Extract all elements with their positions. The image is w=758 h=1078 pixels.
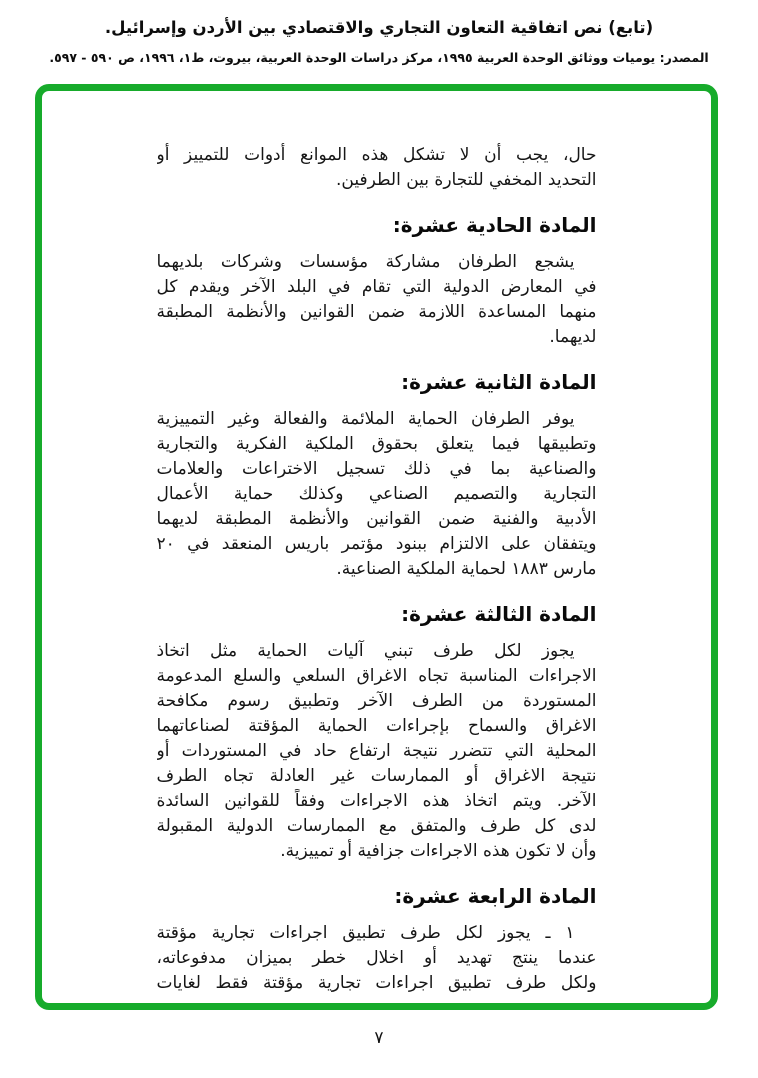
page-number: ٧ — [374, 1028, 384, 1048]
article-11-paragraph — [157, 250, 597, 350]
header-source-citation: المصدر: يوميات ووثائق الوحدة العربية ١٩٩٥، مركز دراسات الوحدة العربية، بيروت، ط١، ١٩٩٦، ص ٥٩٠ - ٥٩٧. — [49, 50, 709, 65]
text-line: يجوز لكل طرف تبني آليات الحماية مثل اتخاذ — [156, 641, 575, 661]
text-line: ولكل طرف تطبيق اجراءات تجارية مؤقتة فقط لغايات — [156, 973, 597, 993]
text-line: عندما ينتج تهديد أو اخلال خطر بميزان مدفوعاته، — [156, 948, 597, 968]
text-line: يوفر الطرفان الحماية الملائمة والفعالة وغير التمييزية — [156, 409, 575, 429]
continuation-paragraph — [157, 143, 597, 193]
article-14-paragraph — [157, 921, 597, 996]
text-line: الاجراءات المناسبة تجاه الاغراق السلعي والسلع المدعومة — [156, 666, 597, 686]
article-12-heading: المادة الثانية عشرة: — [401, 370, 597, 394]
text-line: حال، يجب أن لا تشكل هذه الموانع أدوات للتمييز أو — [156, 145, 597, 165]
text-line: التجارية والتصميم الصناعي وكذلك حماية الأعمال — [156, 484, 597, 504]
text-line: يشجع الطرفان مشاركة مؤسسات وشركات بلديهما — [156, 252, 575, 272]
text-line: الاغراق والسماح بإجراءات الحماية المؤقتة لصناعاتهما — [156, 716, 597, 736]
text-line: الأدبية والفنية ضمن القوانين والأنظمة المطبقة لديهما — [156, 509, 597, 529]
text-line: المستوردة من الطرف الآخر وتطبيق رسوم مكافحة — [156, 691, 597, 711]
text-line: المحلية التي تتضرر نتيجة ارتفاع حاد في المستوردات أو — [156, 741, 597, 761]
text-line: ١ ـ يجوز لكل طرف تطبيق اجراءات تجارية مؤقتة — [156, 923, 575, 943]
article-12-paragraph — [157, 407, 597, 582]
text-line: لدى كل طرف والمتفق مع الممارسات الدولية المقبولة — [156, 816, 597, 836]
text-line: منهما المساعدة اللازمة ضمن القوانين والأنظمة المطبقة — [156, 302, 597, 322]
text-line: نتيجة الاغراق أو الممارسات غير العادلة تجاه الطرف — [156, 766, 597, 786]
text-line: في المعارض الدولية التي تقام في البلد الآخر ويقدم كل — [156, 277, 597, 297]
text-line: وتطبيقها فيما يتعلق بحقوق الملكية الفكرية والتجارية — [156, 434, 597, 454]
text-line: لديهما. — [549, 327, 597, 347]
article-11-heading: المادة الحادية عشرة: — [392, 213, 597, 237]
text-line: والصناعية بما في ذلك تسجيل الاختراعات والعلامات — [156, 459, 597, 479]
document-frame — [35, 84, 718, 1010]
text-line: مارس ١٨٨٣ لحماية الملكية الصناعية. — [336, 559, 597, 579]
text-line: ويتفقان على الالتزام ببنود مؤتمر باريس المنعقد في ٢٠ — [156, 534, 597, 554]
article-13-paragraph — [157, 639, 597, 864]
text-line: التحديد المخفي للتجارة بين الطرفين. — [335, 170, 597, 190]
article-13-heading: المادة الثالثة عشرة: — [401, 602, 597, 626]
article-14-heading: المادة الرابعة عشرة: — [394, 884, 597, 908]
text-line: الآخر. ويتم اتخاذ هذه الاجراءات وفقاً للقوانين السائدة — [156, 791, 597, 811]
header-title: (تابع) نص اتفاقية التعاون التجاري والاقتصادي بين الأردن وإسرائيل. — [104, 18, 654, 37]
text-line: وأن لا تكون هذه الاجراءات جزافية أو تمييزية. — [280, 841, 597, 861]
text-column — [157, 143, 597, 996]
